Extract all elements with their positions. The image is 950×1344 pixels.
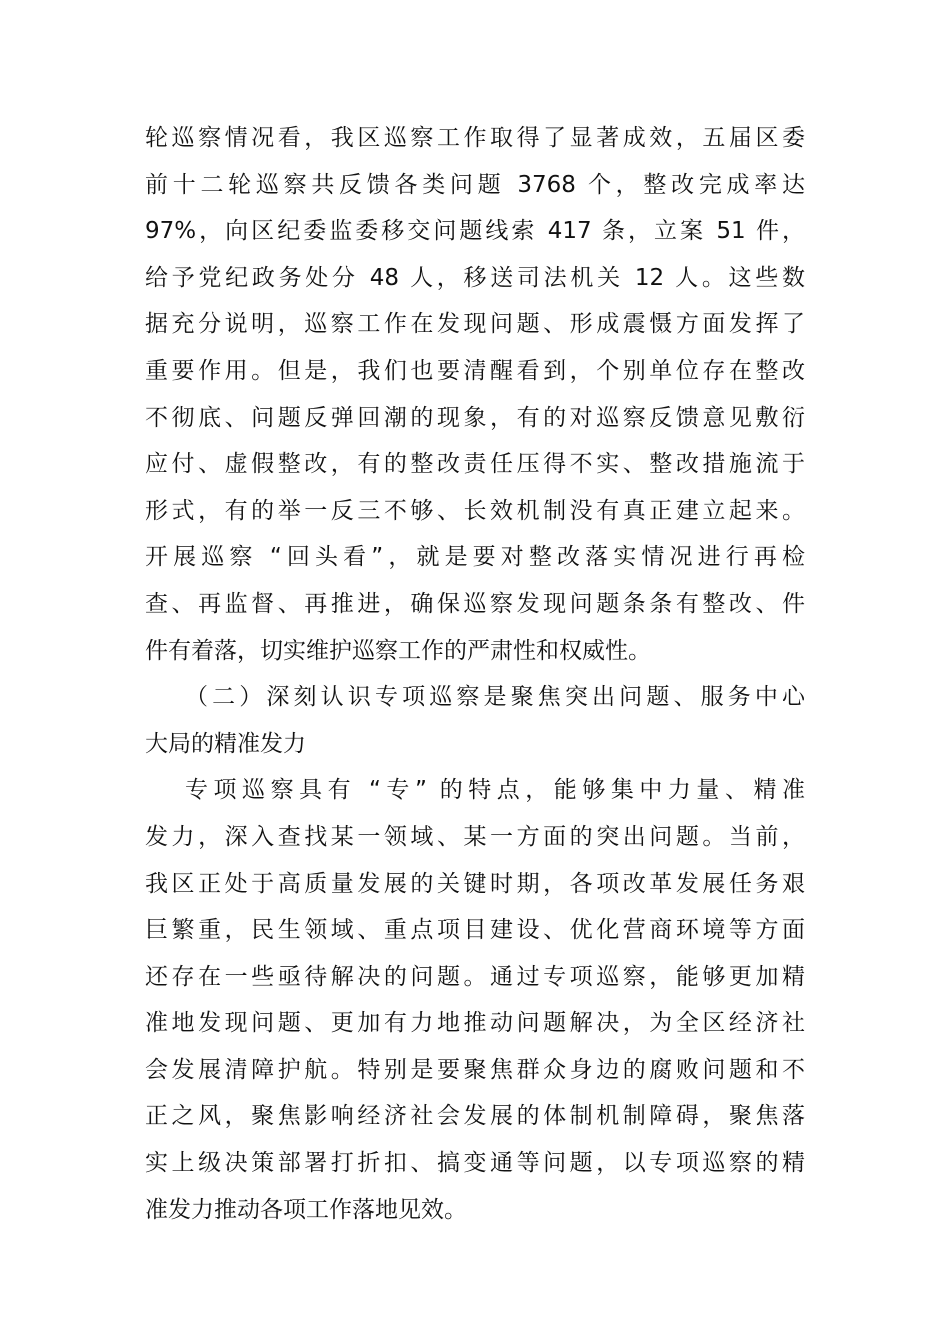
body-paragraph-line: 正之风，聚焦影响经济社会发展的体制机制障碍，聚焦落 — [145, 1103, 805, 1130]
body-paragraph-line: 还存在一些亟待解决的问题。通过专项巡察，能够更加精 — [145, 963, 805, 990]
section-heading-line: （二）深刻认识专项巡察是聚焦突出问题、服务中心 — [185, 684, 805, 711]
document-page — [145, 115, 805, 1233]
body-paragraph-line: 巨繁重，民生领域、重点项目建设、优化营商环境等方面 — [145, 917, 805, 944]
section-heading — [145, 674, 805, 767]
body-paragraph-line: 重要作用。但是，我们也要清醒看到，个别单位存在整改 — [145, 357, 805, 384]
body-paragraph-line: 给予党纪政务处分 48 人，移送司法机关 12 人。这些数 — [145, 264, 805, 291]
body-paragraph-line: 实上级决策部署打折扣、搞变通等问题，以专项巡察的精 — [145, 1150, 805, 1177]
body-paragraph-line: 不彻底、问题反弹回潮的现象，有的对巡察反馈意见敷衍 — [145, 404, 805, 431]
body-paragraph-line: 查、再监督、再推进，确保巡察发现问题条条有整改、件 — [145, 590, 805, 617]
body-paragraph-line: 准发力推动各项工作落地见效。 — [145, 1196, 467, 1223]
body-paragraph-line: 准地发现问题、更加有力地推动问题解决，为全区经济社 — [145, 1010, 805, 1037]
body-paragraph-line: 发力，深入查找某一领域、某一方面的突出问题。当前， — [145, 823, 805, 850]
body-paragraph-line: 开展巡察 “回头看”，就是要对整改落实情况进行再检 — [145, 544, 805, 571]
body-paragraph — [145, 115, 805, 674]
body-paragraph-line: 会发展清障护航。特别是要聚焦群众身边的腐败问题和不 — [145, 1056, 805, 1083]
body-paragraph-line: 形式，有的举一反三不够、长效机制没有真正建立起来。 — [145, 497, 805, 524]
body-paragraph-line: 件有着落，切实维护巡察工作的严肃性和权威性。 — [145, 637, 651, 664]
body-paragraph-line: 97%，向区纪委监委移交问题线索 417 条，立案 51 件， — [145, 218, 805, 245]
body-paragraph-line: 我区正处于高质量发展的关键时期，各项改革发展任务艰 — [145, 870, 805, 897]
body-paragraph-line: 应付、虚假整改，有的整改责任压得不实、整改措施流于 — [145, 451, 805, 478]
body-paragraph-line: 前十二轮巡察共反馈各类问题 3768 个，整改完成率达 — [145, 171, 805, 198]
section-heading-line: 大局的精准发力 — [145, 730, 306, 757]
body-paragraph-line: 据充分说明，巡察工作在发现问题、形成震慑方面发挥了 — [145, 311, 805, 338]
body-paragraph — [145, 767, 805, 1233]
body-paragraph-line: 轮巡察情况看，我区巡察工作取得了显著成效，五届区委 — [145, 125, 805, 151]
body-paragraph-line: 专项巡察具有 “专” 的特点，能够集中力量、精准 — [185, 777, 805, 804]
